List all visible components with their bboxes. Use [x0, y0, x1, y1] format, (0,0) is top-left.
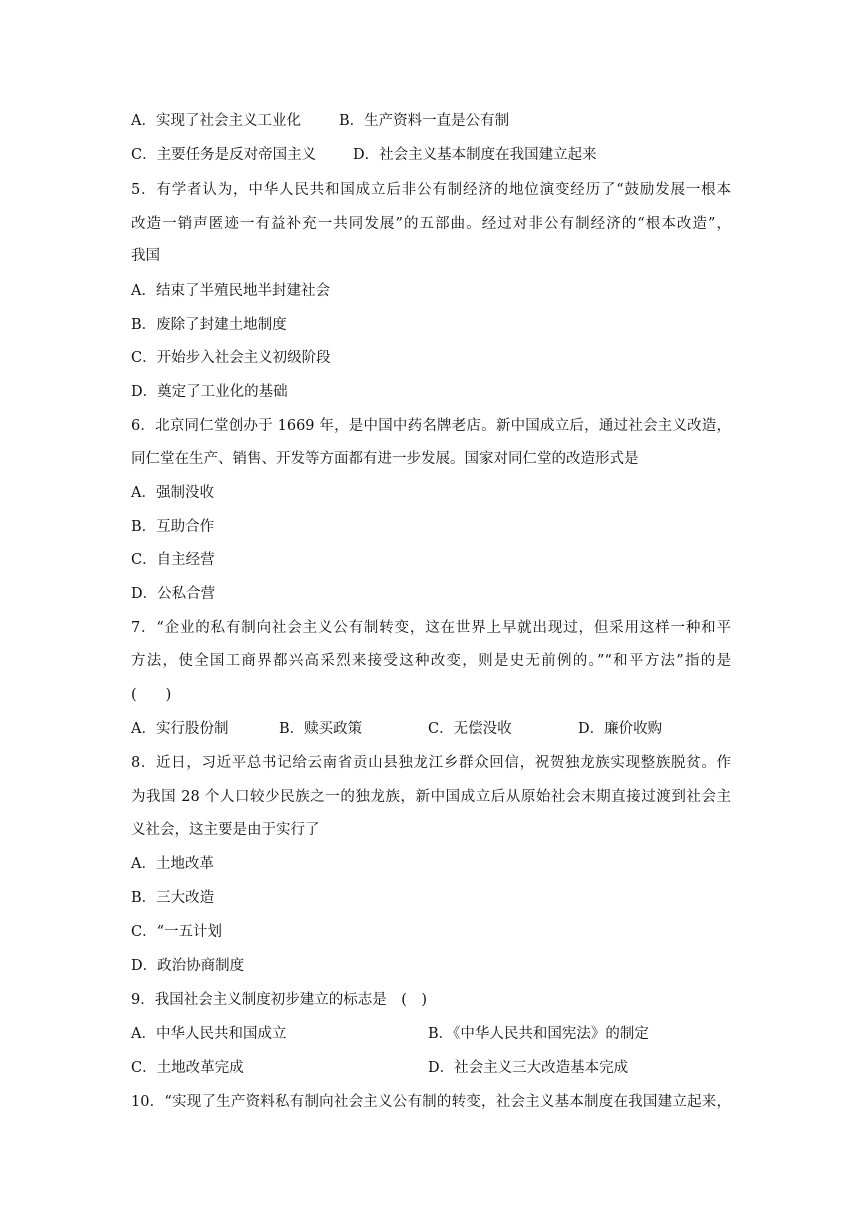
q7-options-row: [131, 719, 662, 739]
q5-stem-line-1: 5．有学者认为，中华人民共和国成立后非公有制经济的地位演变经历了“鼓励发展一根本: [131, 182, 731, 198]
q8-option-c: C．“一五计划: [131, 924, 223, 940]
q8-option-d: D．政治协商制度: [131, 958, 245, 974]
q6-stem-line-1: 6．北京同仁堂创办于 1669 年，是中国中药名牌老店。新中国成立后，通过社会主义改造，: [131, 418, 731, 434]
q4-option-d: D．社会主义基本制度在我国建立起来: [353, 147, 597, 163]
q5-option-a: A．结束了半殖民地半封建社会: [131, 283, 330, 299]
q9-option-a: A．中华人民共和国成立: [131, 1026, 287, 1042]
q7-stem-line-1: 7．“企业的私有制向社会主义公有制转变，这在世界上早就出现过，但采用这样一种和平: [131, 620, 731, 636]
q6-stem-line-2: 同仁堂在生产、销售、开发等方面都有进一步发展。国家对同仁堂的改造形式是: [131, 451, 639, 467]
q5-option-c: C．开始步入社会主义初级阶段: [131, 350, 331, 366]
q4-option-b: B．生产资料一直是公有制: [339, 113, 510, 129]
q7-option-d: D．廉价收购: [578, 721, 663, 737]
q9-options-row-2: [131, 1058, 628, 1078]
q4-option-c: C．主要任务是反对帝国主义: [131, 147, 317, 163]
q7-option-b: B．赎买政策: [279, 721, 363, 737]
q8-stem-line-1: 8．近日，习近平总书记给云南省贡山县独龙江乡群众回信，祝贺独龙族实现整族脱贫。作: [131, 755, 731, 771]
q9-option-d: D．社会主义三大改造基本完成: [428, 1060, 629, 1076]
q8-stem-line-2: 为我国 28 个人口较少民族之一的独龙族，新中国成立后从原始社会末期直接过渡到社会主: [131, 789, 731, 805]
q7-option-c: C．无偿没收: [428, 721, 512, 737]
q4-options-row-2: [131, 145, 597, 165]
q8-stem-line-3: 义社会，这主要是由于实行了: [131, 822, 320, 838]
q9-option-c: C．土地改革完成: [131, 1060, 244, 1076]
q4-option-a: A．实现了社会主义工业化: [131, 113, 301, 129]
q4-options-row-1: [131, 111, 509, 131]
q6-option-d: D．公私合营: [131, 586, 216, 602]
q9-options-row-1: [131, 1024, 649, 1044]
q6-option-c: C．自主经营: [131, 552, 215, 568]
q7-option-a: A．实行股份制: [131, 721, 229, 737]
q6-option-b: B．互助合作: [131, 519, 215, 535]
q7-answer-blank: ( ): [131, 687, 172, 703]
q9-stem: 9．我国社会主义制度初步建立的标志是 ( ): [131, 992, 428, 1008]
q5-option-d: D．奠定了工业化的基础: [131, 384, 288, 400]
q8-option-b: B．三大改造: [131, 890, 215, 906]
q5-stem-line-3: 我国: [131, 248, 160, 264]
q6-option-a: A．强制没收: [131, 485, 214, 501]
q8-option-a: A．土地改革: [131, 856, 214, 872]
q9-option-b: B．《中华人民共和国宪法》的制定: [428, 1026, 649, 1042]
q5-option-b: B．废除了封建土地制度: [131, 317, 287, 333]
q5-stem-line-2: 改造一销声匿迹一有益补充一共同发展”的五部曲。经过对非公有制经济的“根本改造”，: [131, 216, 731, 232]
q10-stem-line-1: 10．“实现了生产资料私有制向社会主义公有制的转变，社会主义基本制度在我国建立起来，: [131, 1094, 731, 1110]
q7-stem-line-2: 方法，使全国工商界都兴高采烈来接受这种改变，则是史无前例的。”“和平方法”指的是: [131, 653, 731, 669]
